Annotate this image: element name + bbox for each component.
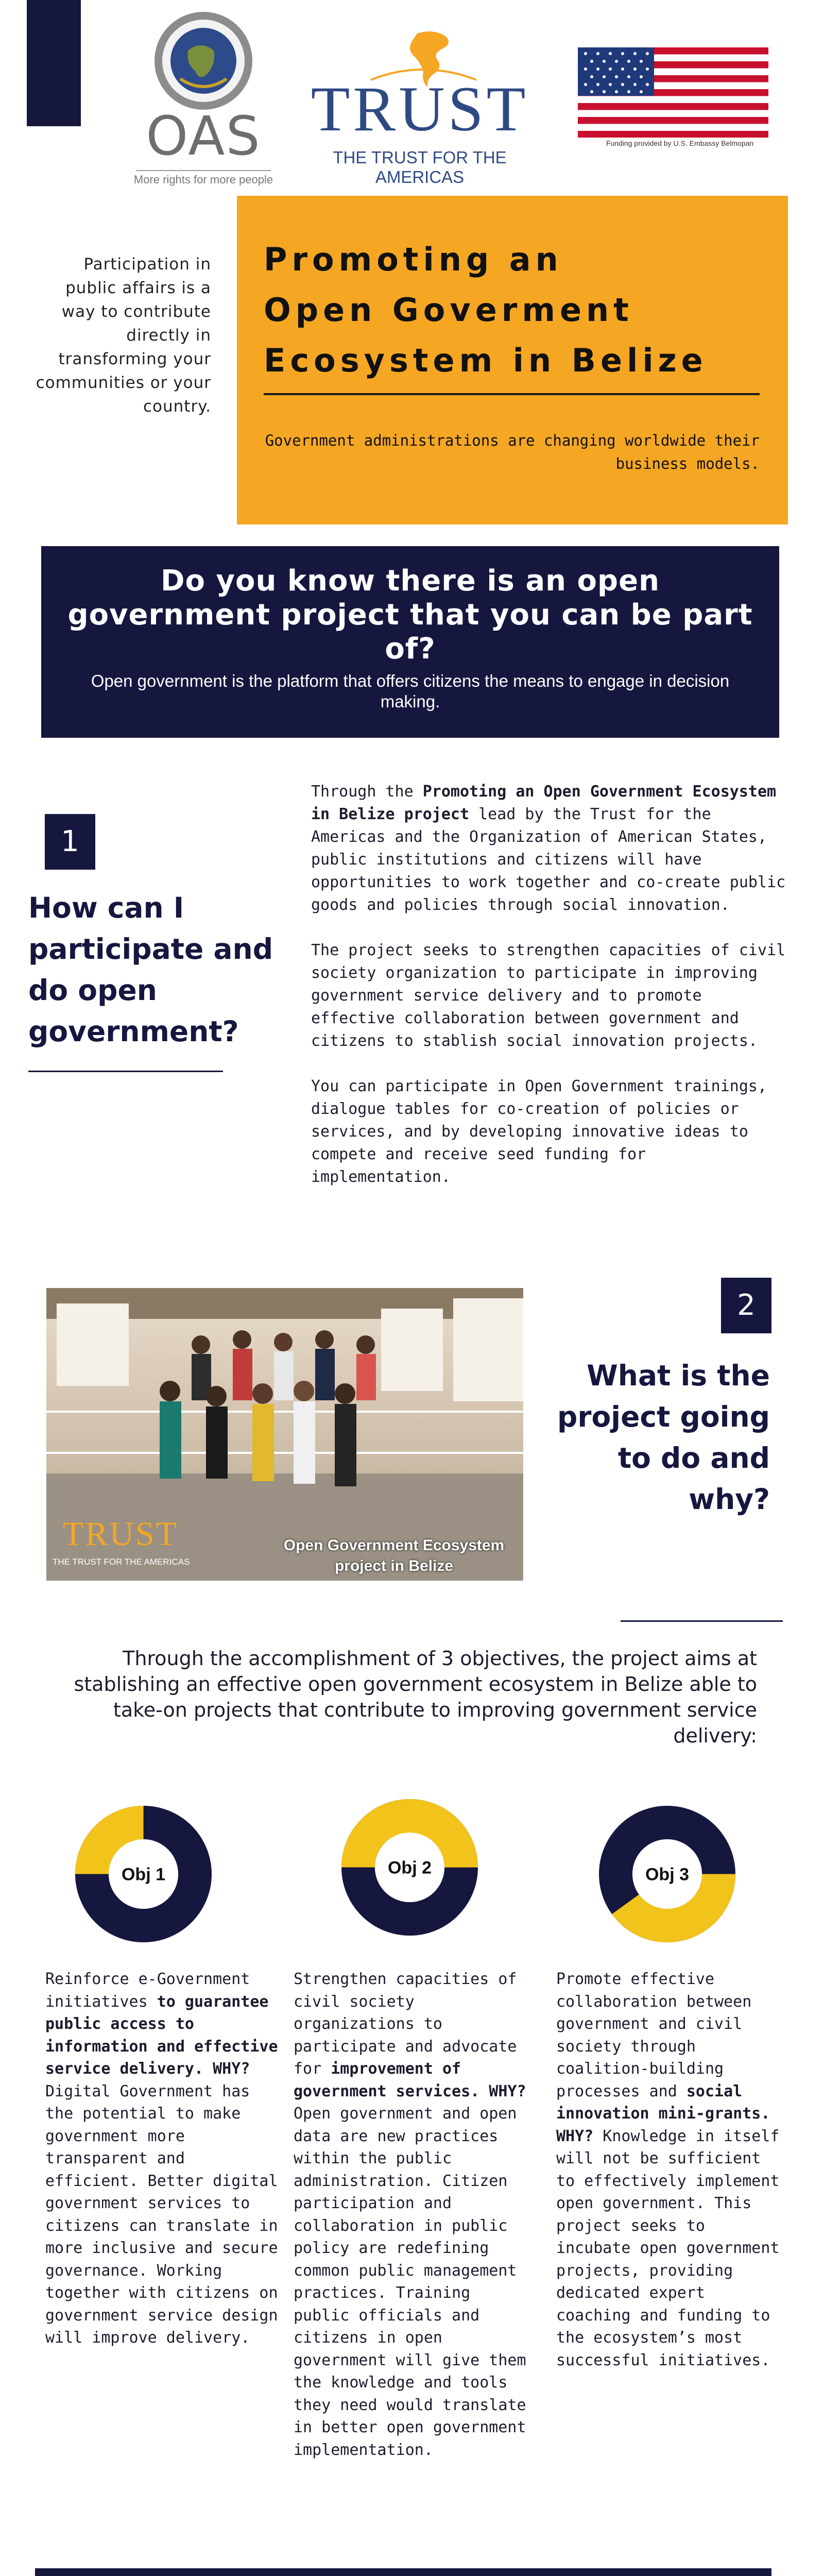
photo-caption: Open Government Ecosystem project in Belize <box>283 1537 505 1574</box>
objective-donut <box>341 1799 478 1936</box>
banner-question: Do you know there is an open government project that you can be part of? <box>67 564 753 666</box>
objective-description <box>294 1968 528 2461</box>
oas-wordmark: OAS <box>146 105 261 167</box>
title-line: Open Goverment <box>264 291 633 329</box>
section2-heading: What is the project going to do and why? <box>557 1359 770 1516</box>
project-name-bold: Promoting an Open Government Ecosystem in Belize project <box>311 783 777 823</box>
oas-tagline: More rights for more people <box>133 173 273 186</box>
objective-description <box>45 1968 280 2349</box>
section1-paragraph: The project seeks to strengthen capacities of civil society organization to participate in improving government service delivery and to promote effective collaboration between government and citizens to stablish social innovation projects. <box>311 941 786 1050</box>
trust-tagline: THE TRUST FOR THE AMERICAS <box>333 148 507 187</box>
section2-divider <box>621 1620 783 1622</box>
group-photo <box>46 1288 523 1581</box>
text-span: Strengthen capacities of civil society organizations to participate and advocate for <box>294 1970 517 2078</box>
bold-span: social innovation mini-grants. WHY? <box>556 2082 770 2145</box>
objective-label: Obj 3 <box>645 1865 690 1885</box>
trust-logo <box>304 28 536 187</box>
flag-caption: Funding provided by U.S. Embassy Belmopan <box>606 139 754 147</box>
text-span: Digital Government has the potential to make government more transparent and efficient. Better digital government services to citizens can translate in more inclusive and secure governance. Working together with citizens on government service design will improve delivery. <box>45 2082 278 2347</box>
question-banner <box>41 546 779 738</box>
section1-heading: How can I participate and do open government? <box>28 891 273 1048</box>
section-number-badge: 1 <box>45 814 95 870</box>
oas-divider <box>136 170 271 171</box>
text-span: lead by the Trust for the Americas and the Organization of American States, public institutions and citizens will have opportunities to work together and co-create public goods and policies through social innovation. <box>311 805 786 914</box>
section-number-badge: 2 <box>721 1278 771 1333</box>
objective-description <box>556 1968 783 2371</box>
section2-intro: Through the accomplishment of 3 objectives, the project aims at stablishing an effective open government ecosystem in Belize able to take-on projects that contribute to improving government service delivery: <box>74 1647 757 1747</box>
objective-label: Obj 1 <box>121 1865 166 1885</box>
text-span: Open government and open data are new practices within the public administration. Citizen participation and collaboration in public policy are redefining common public management practices. Training public officials and citizens in open government will give them the knowledge and tools they need would translate in better open government implementation. <box>294 2105 526 2459</box>
bold-span: to guarantee public access to information and effective service delivery. WHY? <box>45 1992 278 2078</box>
oas-seal-icon <box>152 9 255 112</box>
trust-wordmark: TRUST <box>311 74 529 144</box>
photo-trust-logo: TRUST <box>63 1515 179 1553</box>
corner-accent-bar <box>27 0 81 126</box>
section1-body <box>311 781 790 1211</box>
section1-divider <box>28 1071 223 1072</box>
title-divider <box>264 393 760 395</box>
bold-span: improvement of government services. WHY? <box>294 2060 526 2100</box>
section1-paragraph: You can participate in Open Government trainings, dialogue tables for co-creation of policies or services, and by developing innovative ideas to compete and receive seed funding for implementation. <box>311 1077 767 1186</box>
footer-banner <box>35 2568 771 2576</box>
section1-paragraph <box>311 781 790 917</box>
objective-donut <box>599 1806 735 1942</box>
oas-logo <box>129 9 278 190</box>
intro-side-text: Participation in public affairs is a way to contribute directly in transforming your communities or your country. <box>36 255 211 416</box>
text-span: Through the <box>311 783 423 801</box>
banner-answer: Open government is the platform that offers citizens the means to engage in decision making. <box>91 671 730 711</box>
us-flag-icon <box>578 47 768 138</box>
photo-trust-tagline: THE TRUST FOR THE AMERICAS <box>53 1557 190 1567</box>
objective-donut <box>75 1806 212 1942</box>
title-panel <box>237 196 788 524</box>
text-span: Reinforce e-Government initiatives <box>45 1970 250 2011</box>
text-span: Knowledge in itself will not be sufficient to effectively implement open government. This project seeks to incubate open government projects, providing dedicated expert coaching and funding to the ecosystem’s most successful initiatives. <box>556 2127 780 2369</box>
title-subtitle: Government administrations are changing worldwide their business models. <box>265 432 760 472</box>
objective-label: Obj 2 <box>387 1858 432 1878</box>
page-title <box>264 234 779 386</box>
title-line: Promoting an <box>264 241 563 278</box>
text-span: Promote effective collaboration between government and civil society through coalition-building processes and <box>556 1970 752 2100</box>
title-line: Ecosystem in Belize <box>264 342 708 379</box>
